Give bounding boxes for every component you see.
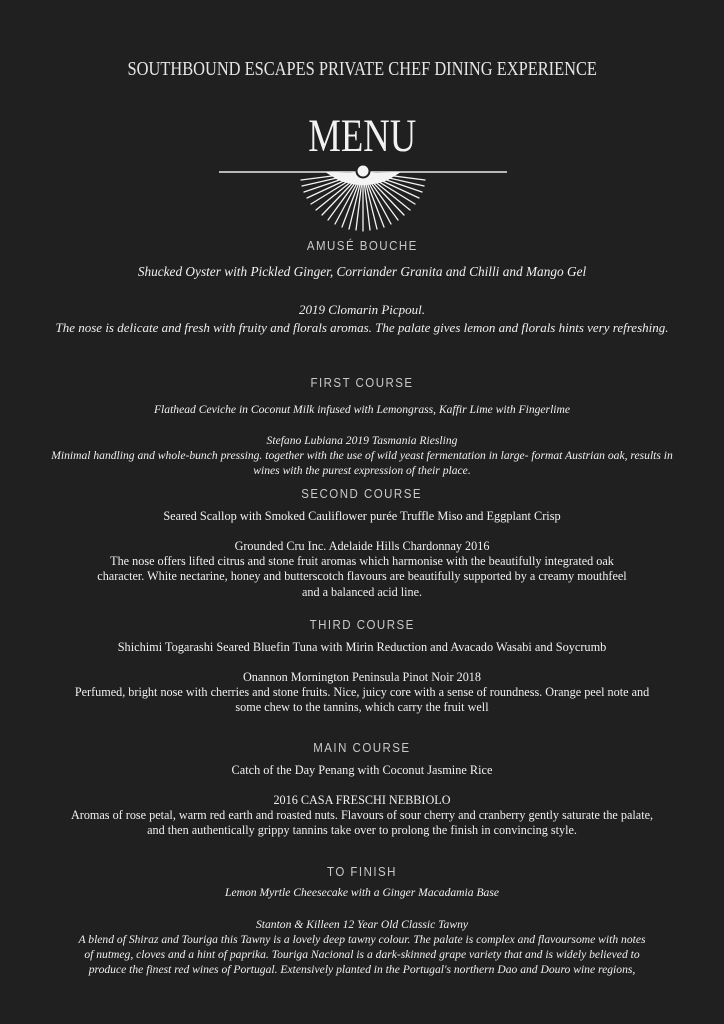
wine-name: Onannon Mornington Peninsula Pinot Noir 2018 xyxy=(243,670,481,684)
wine-main-course xyxy=(70,793,654,839)
wine-description: Aromas of rose petal, warm red earth and roasted nuts. Flavours of sour cherry and cranberry gently saturate the palate, and then authentically grippy tannins take over to prolong the finish in convincing style. xyxy=(70,808,654,838)
wine-description: Minimal handling and whole-bunch pressing. together with the use of wild yeast fermentation in large- format Austrian oak, results in wines with the purest expression of their place. xyxy=(51,449,673,477)
section-heading-first-course xyxy=(0,376,724,390)
wine-first-course xyxy=(40,433,684,478)
dish-first-course: Flathead Ceviche in Coconut Milk infused with Lemongrass, Kaffir Lime with Fingerlime xyxy=(153,403,571,416)
brand-title xyxy=(0,58,724,81)
section-heading-text: THIRD COURSE xyxy=(309,618,415,632)
menu-title-text: MENU xyxy=(308,110,416,162)
sunburst-divider-icon xyxy=(212,158,514,238)
wine-to-finish xyxy=(74,917,650,977)
wine-name: 2019 Clomarin Picpoul. xyxy=(298,302,426,317)
dish-third-course: Shichimi Togarashi Seared Bluefin Tuna with Mirin Reduction and Avacado Wasabi and Soycrumb xyxy=(117,640,607,654)
section-heading-text: FIRST COURSE xyxy=(310,376,414,390)
section-heading-text: TO FINISH xyxy=(327,865,397,879)
menu-title xyxy=(0,108,724,164)
section-heading-amuse-bouche xyxy=(0,239,724,253)
wine-description: A blend of Shiraz and Touriga this Tawny is a lovely deep tawny colour. The palate is complex and flavoursome with notes of nutmeg, cloves and a hint of paprika. Touriga Nacional is a dark-skinned grape variety that and is widely believed to produce the finest red wines of Portugal. Extensively planted in the Portugal's northern Dao and Douro wine regions, xyxy=(78,933,646,976)
wine-name: Stanton & Killeen 12 Year Old Classic Tawny xyxy=(255,918,469,931)
dish-second-course: Seared Scallop with Smoked Cauliflower purée Truffle Miso and Eggplant Crisp xyxy=(163,509,561,523)
section-heading-text: MAIN COURSE xyxy=(313,741,411,755)
wine-second-course xyxy=(88,539,636,600)
section-heading-text: SECOND COURSE xyxy=(301,487,423,501)
dish-amuse-bouche: Shucked Oyster with Pickled Ginger, Corriander Granita and Chilli and Mango Gel xyxy=(137,264,587,279)
section-heading-text: AMUSÉ BOUCHE xyxy=(306,239,418,253)
wine-amuse-bouche xyxy=(30,301,694,336)
dish-to-finish: Lemon Myrtle Cheesecake with a Ginger Macadamia Base xyxy=(225,886,499,899)
wine-description: Perfumed, bright nose with cherries and stone fruits. Nice, juicy core with a sense of roundness. Orange peel note and some chew to the tannins, which carry the fruit well xyxy=(74,685,650,715)
section-heading-second-course xyxy=(0,487,724,501)
section-heading-third-course xyxy=(0,618,724,632)
wine-description: The nose offers lifted citrus and stone fruit aromas which harmonise with the beautifully integrated oak character. White nectarine, honey and butterscotch flavours are beautifully supported by a creamy mouthfeel and a balanced acid line. xyxy=(97,554,627,599)
section-heading-to-finish xyxy=(0,865,724,879)
dish-main-course: Catch of the Day Penang with Coconut Jasmine Rice xyxy=(231,763,493,777)
section-heading-main-course xyxy=(0,741,724,755)
wine-name: Grounded Cru Inc. Adelaide Hills Chardonnay 2016 xyxy=(234,539,490,553)
brand-title-text: SOUTHBOUND ESCAPES PRIVATE CHEF DINING EXPERIENCE xyxy=(127,58,597,80)
wine-third-course xyxy=(70,670,654,716)
wine-description: The nose is delicate and fresh with fruity and florals aromas. The palate gives lemon and florals hints very refreshing. xyxy=(55,319,669,335)
wine-name: Stefano Lubiana 2019 Tasmania Riesling xyxy=(266,434,458,447)
wine-name: 2016 CASA FRESCHI NEBBIOLO xyxy=(273,793,451,807)
